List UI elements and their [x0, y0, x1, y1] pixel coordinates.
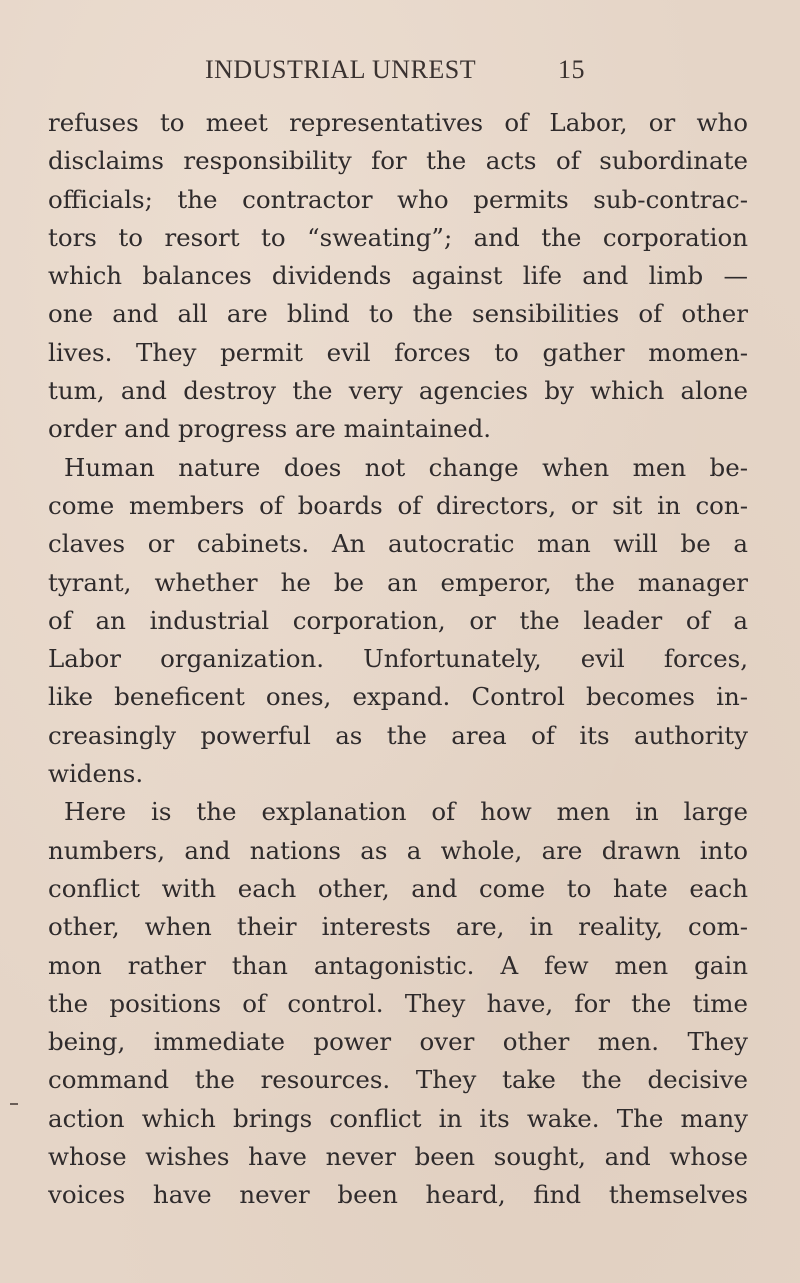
text-line: voices have never been heard, find themselves [48, 1180, 748, 1210]
text-line: the positions of control. They have, for the time [48, 988, 748, 1018]
body-text [48, 104, 748, 1215]
text-line: claves or cabinets. An autocratic man will be a [48, 529, 748, 559]
text-line: Here is the explanation of how men in large [64, 797, 748, 827]
text-line: mon rather than antagonistic. A few men gain [48, 950, 748, 980]
text-line: which balances dividends against life and limb — [48, 261, 748, 291]
text-line: creasingly powerful as the area of its authority [48, 720, 748, 750]
running-head-title: INDUSTRIAL UNREST [205, 55, 477, 84]
text-line: one and all are blind to the sensibilities of other [48, 299, 748, 329]
running-head [205, 55, 585, 85]
text-line: tum, and destroy the very agencies by which alone [48, 376, 748, 406]
text-line: tyrant, whether he be an emperor, the manager [48, 567, 748, 597]
text-line: Labor organization. Unfortunately, evil forces, [48, 644, 748, 674]
text-line: other, when their interests are, in reality, com- [48, 912, 748, 942]
text-line: command the resources. They take the decisive [48, 1065, 748, 1095]
text-line: come members of boards of directors, or sit in con- [48, 490, 748, 520]
text-line: Human nature does not change when men be- [64, 452, 748, 482]
page-number: 15 [558, 55, 585, 84]
text-line: order and progress are maintained. [48, 414, 492, 444]
text-line: numbers, and nations as a whole, are drawn into [48, 835, 748, 865]
text-line: officials; the contractor who permits sub-contrac- [48, 184, 748, 214]
text-line: tors to resort to “sweating”; and the corporation [48, 222, 748, 252]
text-line: whose wishes have never been sought, and whose [48, 1142, 748, 1172]
text-line: action which brings conflict in its wake. The many [48, 1103, 748, 1133]
text-line: widens. [48, 759, 144, 789]
text-line: disclaims responsibility for the acts of subordinate [48, 146, 748, 176]
margin-mark [10, 1103, 18, 1105]
text-line: being, immediate power over other men. They [48, 1027, 748, 1057]
text-line: like beneficent ones, expand. Control becomes in- [48, 682, 748, 712]
text-line: conflict with each other, and come to hate each [48, 873, 748, 903]
text-line: of an industrial corporation, or the leader of a [48, 605, 748, 635]
text-line: refuses to meet representatives of Labor, or who [48, 108, 748, 137]
text-line: lives. They permit evil forces to gather momen- [48, 337, 748, 367]
